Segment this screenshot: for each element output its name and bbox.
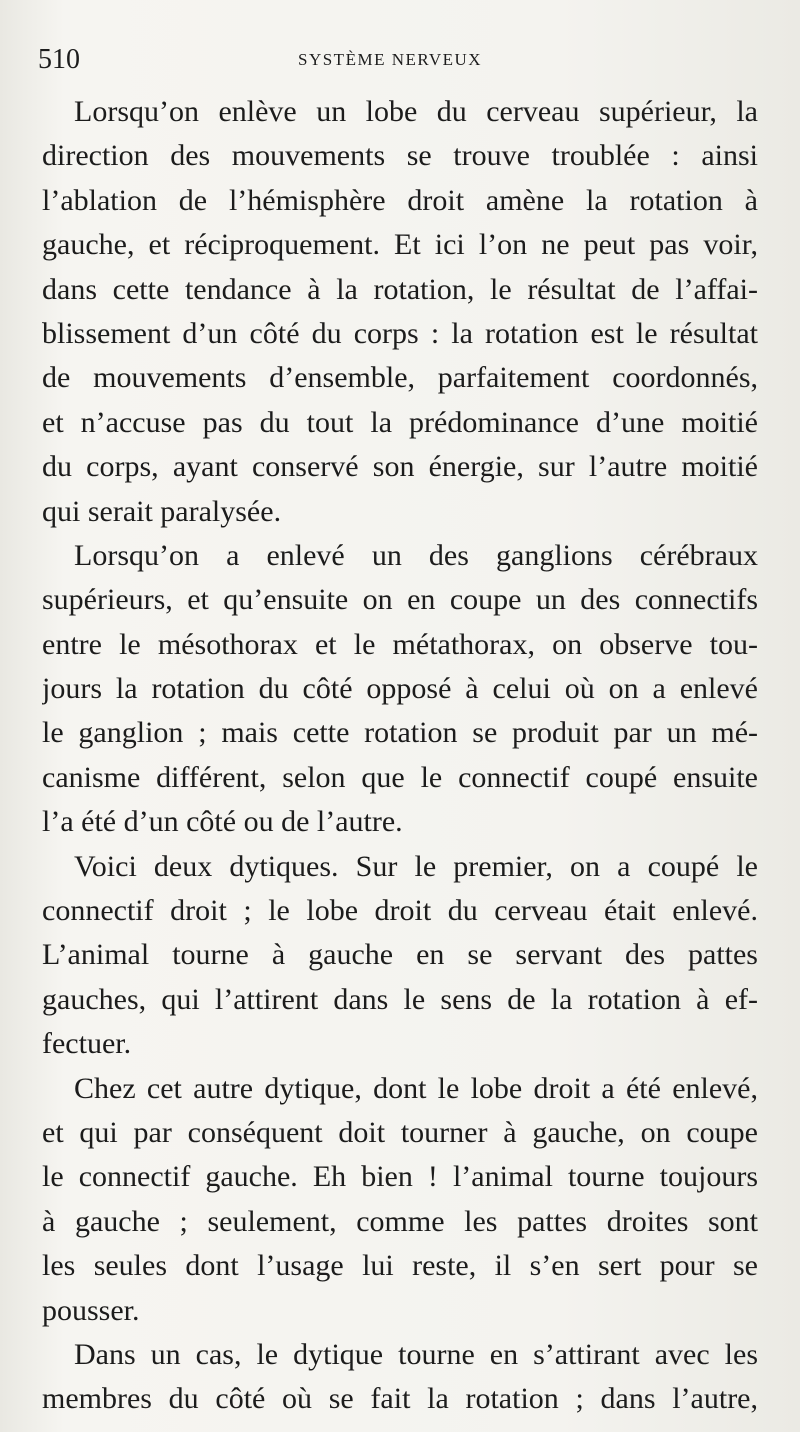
text-line: connectif droit ; le lobe droit du cerveau était enlevé. [42,894,758,928]
paragraph-1 [42,90,758,534]
paragraph-4 [42,1067,758,1333]
text-line: Lorsqu’on a enlevé un des ganglions cérébraux [74,538,758,572]
text-line: entre le mésothorax et le métathorax, on observe tou- [42,627,758,661]
page-number: 510 [38,44,80,75]
paragraph-3 [42,845,758,1067]
text-line: membres du côté où se fait la rotation ; dans l’autre, [42,1382,758,1416]
text-line: blissement d’un côté du corps : la rotation est le résultat [42,316,758,350]
text-line: supérieurs, et qu’ensuite on en coupe un des connectifs [42,583,758,617]
text-line: l’a été d’un côté ou de l’autre. [42,805,403,839]
body-text [42,90,758,1420]
text-line: gauches, qui l’attirent dans le sens de la rotation à ef- [42,982,758,1016]
text-line: L’animal tourne à gauche en se servant des pattes [42,938,758,972]
running-head [38,40,760,80]
text-line: gauche, et réciproquement. Et ici l’on ne peut pas voir, [42,228,758,262]
text-line: de mouvements d’ensemble, parfaitement coordonnés, [42,361,758,395]
text-line: jours la rotation du côté opposé à celui où on a enlevé [42,672,758,706]
text-line: le ganglion ; mais cette rotation se produit par un mé- [42,716,758,750]
text-line: qui serait paralysée. [42,494,282,528]
paragraph-2 [42,534,758,845]
text-line: Chez cet autre dytique, dont le lobe droit a été enlevé, [74,1071,758,1105]
text-line: du corps, ayant conservé son énergie, sur l’autre moitié [42,450,758,484]
text-line: et n’accuse pas du tout la prédominance d’une moitié [42,405,758,439]
text-line: dans cette tendance à la rotation, le résultat de l’affai- [42,272,758,306]
text-line: à gauche ; seulement, comme les pattes droites sont [42,1204,758,1238]
text-line: fectuer. [42,1027,132,1061]
text-line: direction des mouvements se trouve troublée : ainsi [42,139,758,173]
text-line: canisme différent, selon que le connectif coupé ensuite [42,760,758,794]
text-line: Lorsqu’on enlève un lobe du cerveau supérieur, la [74,95,758,128]
text-line: Voici deux dytiques. Sur le premier, on a coupé le [74,849,758,883]
running-title: SYSTÈME NERVEUX [298,50,483,69]
text-line: et qui par conséquent doit tourner à gauche, on coupe [42,1115,758,1149]
paragraph-5 [42,1333,758,1420]
text-line: l’ablation de l’hémisphère droit amène la rotation à [42,183,758,217]
text-line: Dans un cas, le dytique tourne en s’attirant avec les [74,1337,758,1371]
text-line: pousser. [42,1293,140,1327]
text-line: les seules dont l’usage lui reste, il s’en sert pour se [42,1249,758,1283]
text-line: le connectif gauche. Eh bien ! l’animal tourne toujours [42,1160,758,1194]
